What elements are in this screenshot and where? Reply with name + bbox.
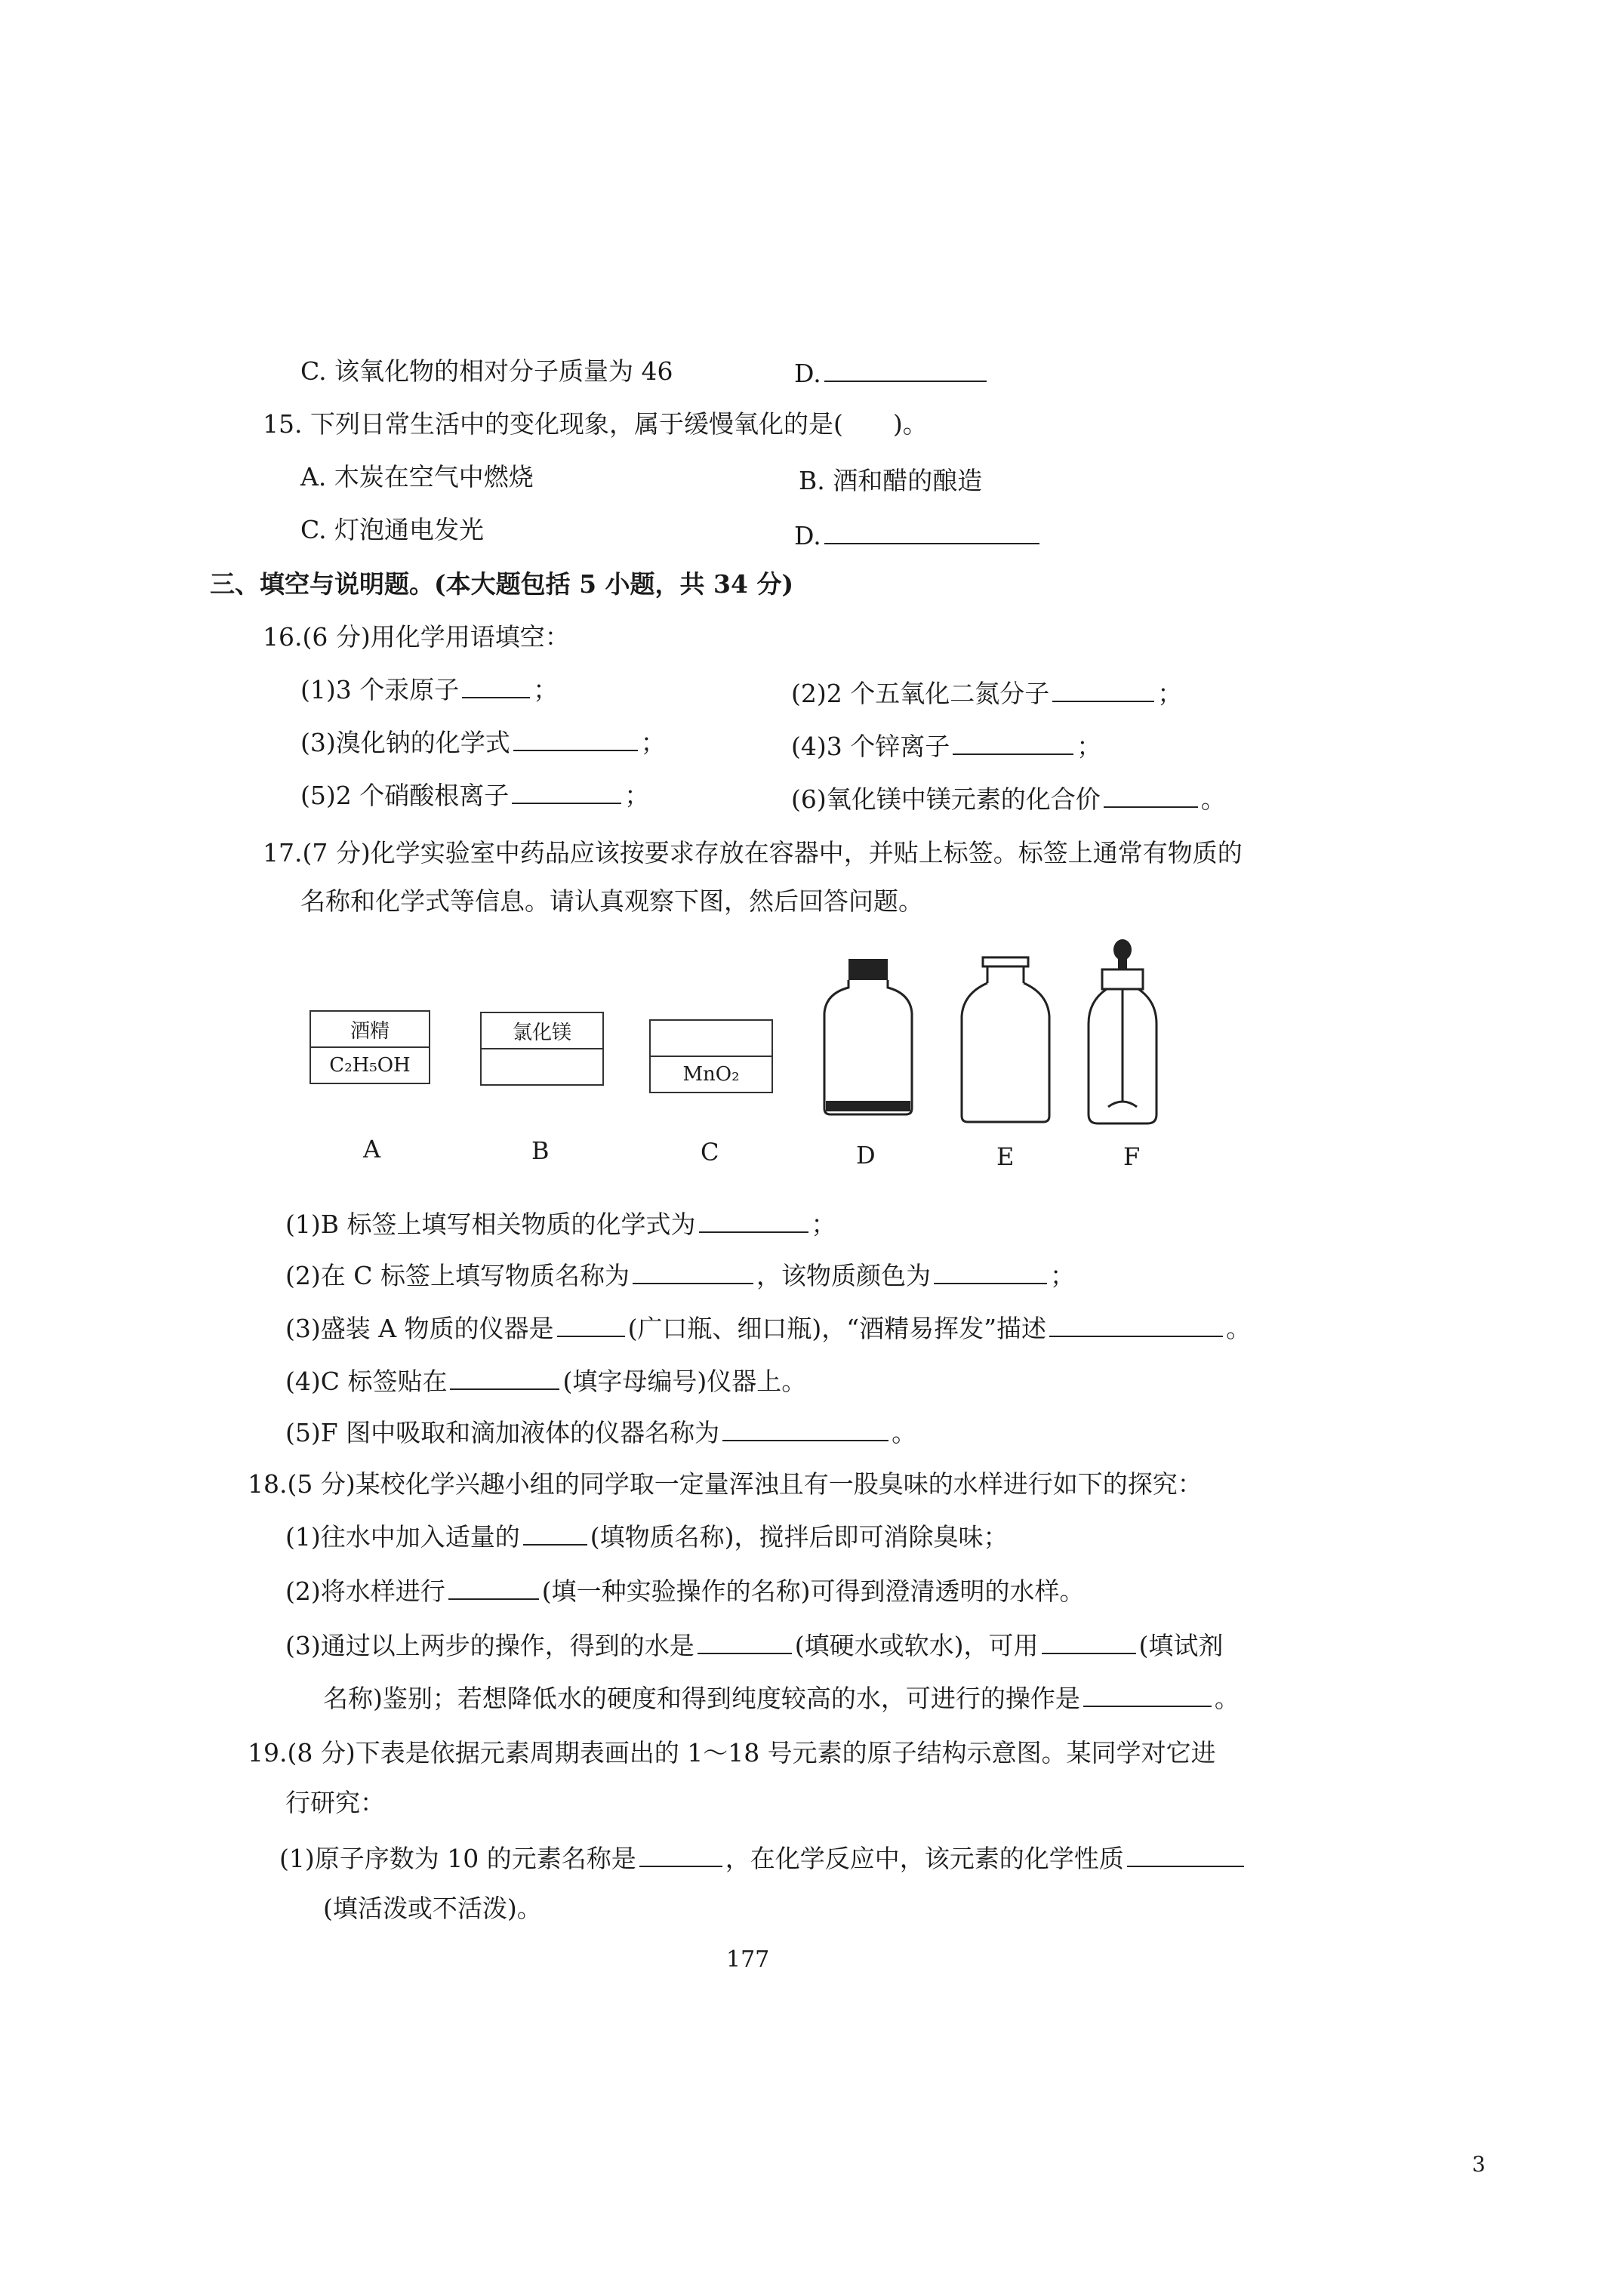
label-c <box>649 1019 773 1093</box>
q16-part-4 <box>791 730 1101 763</box>
q14-option-c-text: C. 该氧化物的相对分子质量为 46 <box>300 356 673 386</box>
label-a-name: 酒精 <box>350 1019 390 1043</box>
semicolon: ； <box>533 675 559 704</box>
bottle-d-base <box>826 1101 910 1111</box>
book-page-number: 177 <box>726 1946 770 1973</box>
q18-part-3 <box>285 1629 1223 1663</box>
q15-option-d-text: D. <box>794 521 821 550</box>
figure-letter-b: B <box>531 1136 550 1165</box>
q16-part-1 <box>300 673 558 707</box>
q17-stem-line-2 <box>300 885 923 918</box>
label-c-formula: MnO₂ <box>651 1056 771 1092</box>
q14-option-d-text: D. <box>794 359 821 388</box>
q19-part-1-text-c: (填活泼或不活泼)。 <box>323 1894 542 1923</box>
q19-stem-line-1 <box>248 1737 1216 1770</box>
answer-blank[interactable] <box>1083 1683 1212 1707</box>
q17-part-1 <box>285 1208 836 1241</box>
q16-part-1-text: (1)3 个汞原子 <box>300 675 460 704</box>
q16-part-2 <box>791 677 1182 710</box>
q15-stem <box>263 408 928 441</box>
figure-letter-a: A <box>363 1135 381 1163</box>
q19-part-1-text-a: (1)原子序数为 10 的元素名称是 <box>279 1844 636 1873</box>
label-a <box>310 1010 430 1084</box>
q15-option-c <box>300 513 484 547</box>
semicolon: ； <box>1076 732 1102 761</box>
semicolon: ； <box>640 728 666 757</box>
label-a-formula: C₂H₅OH <box>311 1046 429 1083</box>
q17-part-3 <box>285 1312 1251 1345</box>
answer-blank[interactable] <box>513 727 638 751</box>
answer-blank[interactable] <box>512 780 621 804</box>
q17-stem-line-1 <box>263 837 1243 870</box>
q16-part-4-text: (4)3 个锌离子 <box>791 732 950 761</box>
q15-option-c-text: C. 灯泡通电发光 <box>300 515 485 544</box>
bottle-d-cap <box>848 959 888 980</box>
q18-stem <box>248 1468 1203 1501</box>
q17-part-2 <box>285 1259 1075 1293</box>
q15-option-a <box>300 461 534 494</box>
q16-part-6-text: (6)氧化镁中镁元素的化合价 <box>791 784 1101 814</box>
semicolon: ； <box>624 781 650 810</box>
q15-option-d <box>794 519 1042 553</box>
q19-part-1-text-b: ，在化学反应中，该元素的化学性质 <box>725 1844 1124 1873</box>
period: 。 <box>892 1418 917 1447</box>
q17-part-4 <box>285 1365 806 1398</box>
q17-part-4-text-b: (填字母编号)仪器上。 <box>562 1367 807 1396</box>
q18-part-1 <box>285 1521 1009 1554</box>
figure-letter-e: E <box>996 1142 1015 1171</box>
label-b <box>480 1012 604 1086</box>
q17-part-3-text-a: (3)盛装 A 物质的仪器是 <box>285 1314 554 1343</box>
q15-option-a-text: A. 木炭在空气中燃烧 <box>300 462 534 492</box>
q18-part-3-text-c: (填试剂 <box>1138 1631 1224 1660</box>
q16-stem <box>263 621 570 654</box>
q16-part-6 <box>791 783 1226 816</box>
answer-blank[interactable] <box>698 1630 792 1654</box>
answer-blank[interactable] <box>639 1843 722 1867</box>
q17-stem-line-1-text: 17.(7 分)化学实验室中药品应该按要求存放在容器中，并贴上标签。标签上通常有物质的 <box>263 838 1243 868</box>
q16-part-3-text: (3)溴化钠的化学式 <box>300 728 510 757</box>
answer-blank[interactable] <box>824 358 987 382</box>
label-b-name: 氯化镁 <box>512 1021 571 1044</box>
q18-part-3-cont <box>323 1682 1240 1715</box>
q18-part-3-text-a: (3)通过以上两步的操作，得到的水是 <box>285 1631 694 1660</box>
answer-blank[interactable] <box>450 1366 559 1390</box>
answer-blank[interactable] <box>448 1576 539 1600</box>
q17-part-5 <box>285 1416 916 1450</box>
q19-part-1-cont <box>323 1892 542 1925</box>
period: 。 <box>1226 1314 1252 1343</box>
q15-stem-text: 15. 下列日常生活中的变化现象，属于缓慢氧化的是( )。 <box>263 409 928 439</box>
period: 。 <box>1214 1684 1240 1713</box>
q19-part-1 <box>279 1842 1247 1875</box>
answer-blank[interactable] <box>1104 784 1198 808</box>
answer-blank[interactable] <box>1052 678 1154 702</box>
answer-blank[interactable] <box>824 520 1039 544</box>
dropper-bottle-icon <box>1081 936 1164 1129</box>
label-b-formula-empty <box>482 1048 602 1084</box>
q16-part-3 <box>300 726 666 760</box>
answer-blank[interactable] <box>557 1313 625 1337</box>
q18-part-3-text-d: 名称)鉴别；若想降低水的硬度和得到纯度较高的水，可进行的操作是 <box>323 1684 1080 1713</box>
answer-blank[interactable] <box>934 1260 1047 1284</box>
label-c-name-empty <box>651 1021 771 1056</box>
q17-stem-line-2-text: 名称和化学式等信息。请认真观察下图，然后回答问题。 <box>300 886 923 916</box>
q19-stem-line-2-text: 行研究： <box>285 1788 385 1817</box>
narrow-mouth-bottle-icon <box>953 953 1058 1126</box>
answer-blank[interactable] <box>462 674 530 698</box>
answer-blank[interactable] <box>722 1417 888 1441</box>
q18-stem-text: 18.(5 分)某校化学兴趣小组的同学取一定量浑浊且有一股臭味的水样进行如下的探究： <box>248 1469 1203 1499</box>
section-3-heading <box>210 568 793 601</box>
answer-blank[interactable] <box>699 1209 808 1233</box>
q18-part-2 <box>285 1575 1085 1608</box>
q15-option-b <box>799 464 982 498</box>
q17-part-2-text-a: (2)在 C 标签上填写物质名称为 <box>285 1261 630 1290</box>
answer-blank[interactable] <box>1042 1630 1136 1654</box>
q17-part-4-text-a: (4)C 标签贴在 <box>285 1367 448 1396</box>
q18-part-1-text-a: (1)往水中加入适量的 <box>285 1522 520 1552</box>
q19-stem-line-1-text: 19.(8 分)下表是依据元素周期表画出的 1～18 号元素的原子结构示意图。某同学对它进 <box>248 1738 1216 1767</box>
semicolon: ； <box>1157 679 1183 708</box>
q17-part-3-text-b: (广口瓶、细口瓶)，“酒精易挥发”描述 <box>627 1314 1047 1343</box>
figure-letter-f: F <box>1123 1142 1141 1171</box>
q18-part-3-text-b: (填硬水或软水)，可用 <box>794 1631 1039 1660</box>
answer-blank[interactable] <box>1049 1313 1223 1337</box>
q17-part-5-text: (5)F 图中吸取和滴加液体的仪器名称为 <box>285 1418 720 1447</box>
q16-part-2-text: (2)2 个五氧化二氮分子 <box>791 679 1050 708</box>
q16-stem-text: 16.(6 分)用化学用语填空： <box>263 622 570 652</box>
answer-blank[interactable] <box>633 1260 753 1284</box>
q16-part-5-text: (5)2 个硝酸根离子 <box>300 781 510 810</box>
section-3-heading-text: 三、填空与说明题。(本大题包括 5 小题，共 34 分) <box>210 569 794 599</box>
wide-mouth-bottle-icon <box>815 953 921 1119</box>
q18-part-1-text-b: (填物质名称)，搅拌后即可消除臭味； <box>590 1522 1009 1552</box>
q19-stem-line-2 <box>285 1786 385 1820</box>
period: 。 <box>1200 784 1226 814</box>
q14-option-c <box>300 355 673 388</box>
sheet-page-number: 3 <box>1472 2152 1486 2177</box>
semicolon: ； <box>1049 1261 1075 1290</box>
figure-letter-d: D <box>856 1141 876 1170</box>
answer-blank[interactable] <box>1127 1843 1244 1867</box>
q18-part-2-text-a: (2)将水样进行 <box>285 1576 445 1606</box>
figure-letter-c: C <box>701 1138 719 1166</box>
q17-part-2-text-b: ，该物质颜色为 <box>756 1261 931 1290</box>
semicolon: ； <box>811 1210 836 1239</box>
q16-part-5 <box>300 779 649 812</box>
answer-blank[interactable] <box>953 731 1073 755</box>
q18-part-2-text-b: (填一种实验操作的名称)可得到澄清透明的水样。 <box>541 1576 1085 1606</box>
q17-part-1-text: (1)B 标签上填写相关物质的化学式为 <box>285 1210 696 1239</box>
q14-option-d <box>794 357 990 390</box>
q15-option-b-text: B. 酒和醋的酿造 <box>799 466 983 495</box>
answer-blank[interactable] <box>523 1521 587 1546</box>
